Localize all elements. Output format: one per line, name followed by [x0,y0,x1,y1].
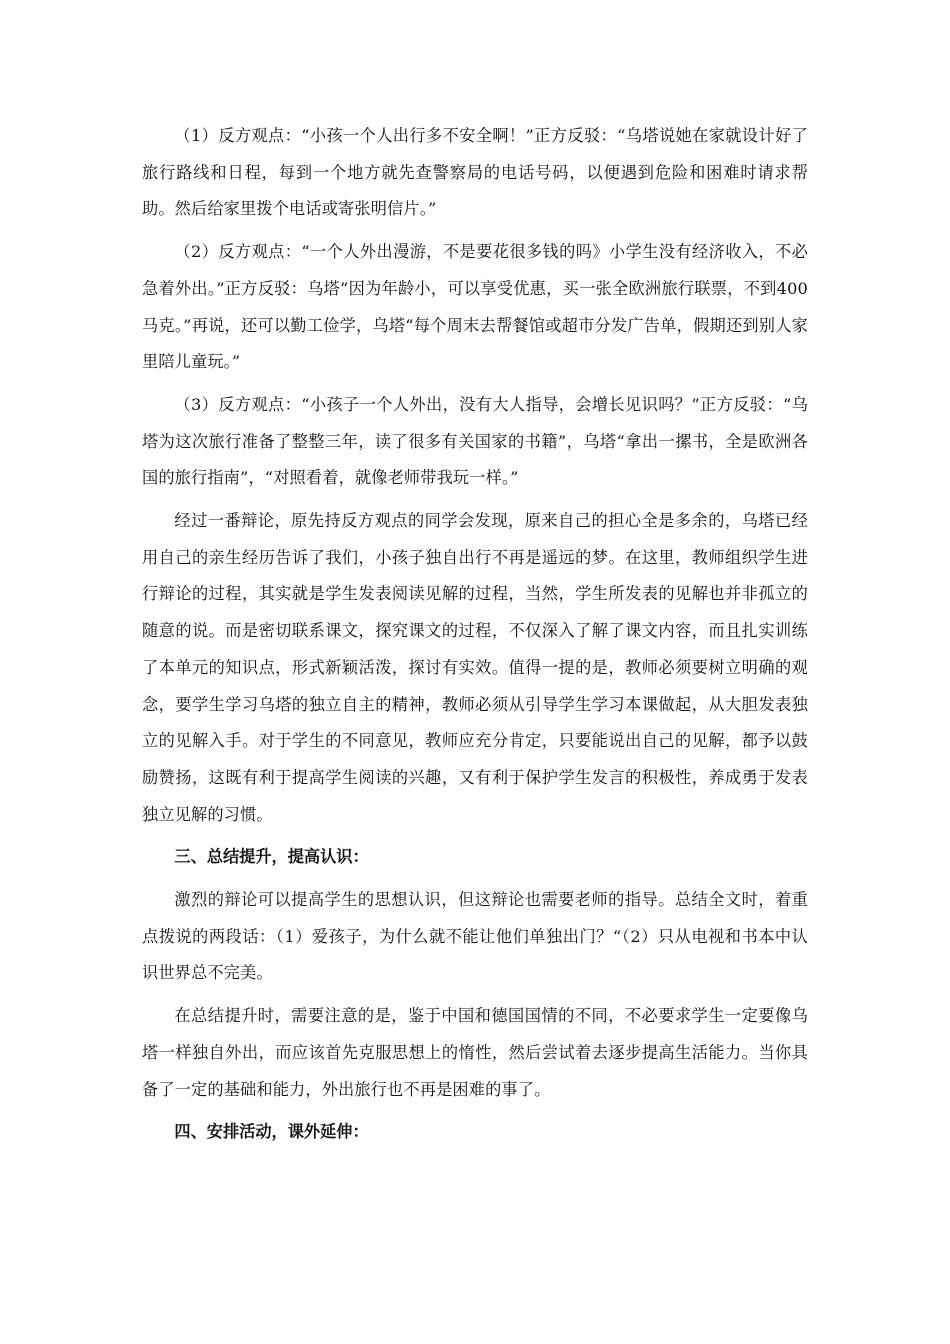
paragraph-rebuttal-1: （1）反方观点：“小孩一个人出行多不安全啊！”正方反驳：“乌塔说她在家就设计好了旅行路线和日程，每到一个地方就先查警察局的电话号码，以便遇到危险和困难时请求帮助。然后给家里拨个电话或寄张明信片。” [142,126,808,219]
document-page [142,118,808,1157]
paragraph-summary-2: 在总结提升时，需要注意的是，鉴于中国和德国国情的不同，不必要求学生一定要像乌塔一样独自外出，而应该首先克服思想上的惰性，然后尝试着去逐步提高生活能力。当你具备了一定的基础和能力，外出旅行也不再是困难的事了。 [142,1006,808,1099]
section-heading-4: 四、安排活动，课外延伸： [174,1122,369,1142]
paragraph-summary-1: 激烈的辩论可以提高学生的思想认识，但这辩论也需要老师的指导。总结全文时，着重点拨说的两段话：（1）爱孩子，为什么就不能让他们单独出门？“（2）只从电视和书本中认识世界总不完美。 [142,890,808,983]
paragraph-debate-summary: 经过一番辩论，原先持反方观点的同学会发现，原来自己的担心全是多余的，乌塔已经用自己的亲生经历告诉了我们，小孩子独自出行不再是遥远的梦。在这里，教师组织学生进行辩论的过程，其实就是学生发表阅读见解的过程，当然，学生所发表的见解也并非孤立的随意的说。而是密切联系课文，探究课文的过程，不仅深入了解了课文内容，而且扎实训练了本单元的知识点，形式新颖活泼，探讨有实效。值得一提的是，教师必须要树立明确的观念，要学生学习乌塔的独立自主的精神，教师必须从引导学生学习本课做起，从大胆发表独立的见解入手。对于学生的不同意见，教师应充分肯定，只要能说出自己的见解，都予以鼓励赞扬，这既有利于提高学生阅读的兴趣，又有利于保护学生发言的积极性，养成勇于发表独立见解的习惯。 [142,511,808,824]
paragraph-rebuttal-3: （3）反方观点：“小孩子一个人外出，没有大人指导，会增长见识吗？”正方反驳：“乌塔为这次旅行准备了整整三年，读了很多有关国家的书籍”，乌塔“拿出一摞书，全是欧洲各国的旅行指南”，“对照看着，就像老师带我玩一样。” [142,394,808,488]
paragraph-rebuttal-2: （2）反方观点：“一个人外出漫游，不是要花很多钱的吗》小学生没有经济收入，不必急着外出。”正方反驳：乌塔“因为年龄小，可以享受优惠，买一张全欧洲旅行联票，不到400马克。”再说，还可以勤工俭学，乌塔“每个周末去帮餐馆或超市分发广告单，假期还到别人家里陪儿童玩。” [142,242,808,372]
section-heading-3: 三、总结提升，提高认识： [174,847,369,867]
